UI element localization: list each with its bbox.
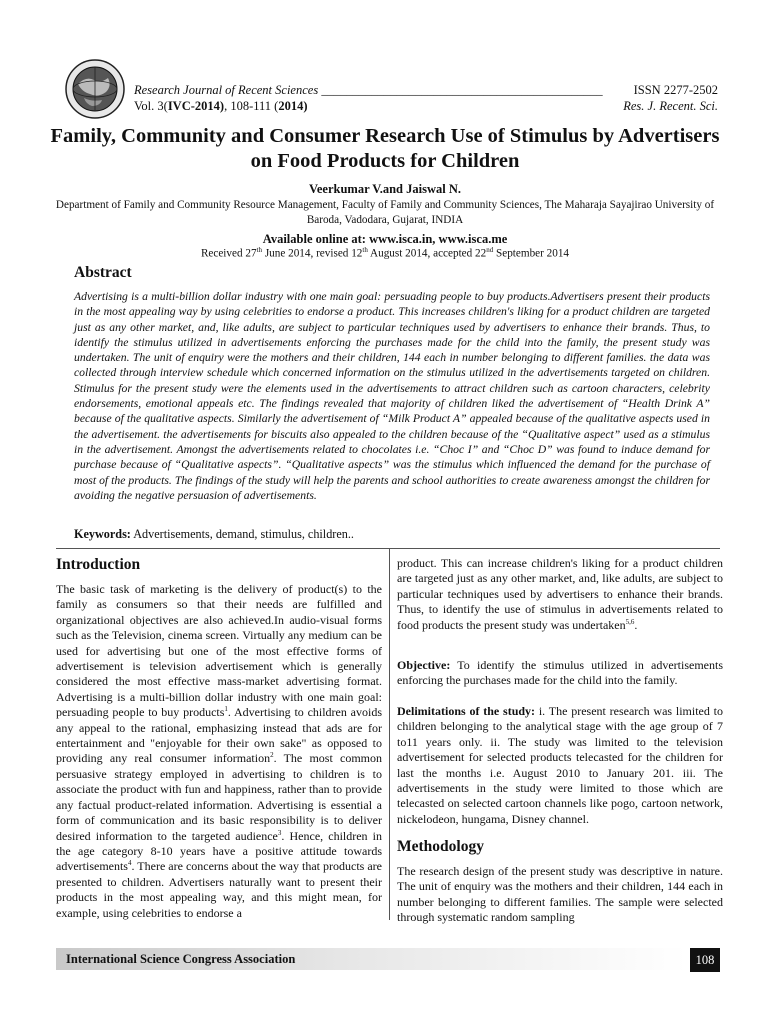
introduction-continued: product. This can increase children's liking for a product children are targeted just as any other market, and, like adults, are subject to particular techniques used by advertisers to enhance their brands. Thus, to identify the use of stimulus in advertisements related to food products the present study was undertaken$^{5,6}$.	[397, 556, 723, 632]
keywords-text: Advertisements, demand, stimulus, children..	[130, 527, 354, 541]
abstract-text: Advertising is a multi-billion dollar industry with one main goal: persuading people to buy products.Advertisers present their products in the most appealing way by using celebrities to endorse a product. This increases children's liking for a product children are targeted just as any other market, and, like adults, are subject to particular techniques used by advertisers to enhance their brands. Thus, to identify the stimulus utilized in advertisements enforcing the purchases made for the child into the family, the present study was undertaken. The unit of enquiry were the mothers and their children, 144 each in number belonging to different families. the data was collected through interview schedule which concerned information on the stimulus utilized in the advertisements targeted on children. Stimulus for the present study were the elements used in the advertisements to attract children such as cartoon characters, celebrity endorsements, emotional appeals etc. The findings revealed that majority of children liked the advertisement of “Health Drink A” because of the qualitative aspects. Similarly the advertisement of “Milk Product A” appealed because of the qualitative aspects used in the advertisement. the advertisements for biscuits also appealed to the children because of the “Qualitative aspect” used as a stimulus in the advertisement. Amongst the advertisements related to chocolates i.e. “Choc I” and “Choc D” was found to induce demand for purchase because of “Qualitative aspects”. “Qualitative aspects” was the stimulus which influenced the demand for the purchase of most of the products. The findings of the study will help the parents and school authorities to create awareness amongst the children for avoiding the negative persuasion of advertisements.	[74, 290, 710, 502]
paper-title: Family, Community and Consumer Research Use of Stimulus by Advertisers on Food Products for Children	[50, 125, 720, 172]
introduction-text: The basic task of marketing is the delivery of product(s) to the family as consumers so that their needs are fulfilled and organizational objectives are also achieved.In audio-visual forms such as the Television, cinema screen. Virtually any medium can be used for advertising but one of the most effective forms of advertisement is television advertisement which is generally considered the most effective mass-market advertising format. Advertising is a multi-billion dollar industry with one main goal: persuading people to buy products$^1$. Advertising to children avoids any appeal to the rational, emphasizing instead that ads are for entertainment and "enjoyable for their own sake" as opposed to providing any real consumer information$^2$. The most common persuasive strategy employed in advertising to children is to associate the product with fun and happiness, rather than to provide any factual product-related information. Advertising is essential a form of communication and its basic responsibility is to deliver desired information to the targeted audience$^3$. Hence, children in the age category 8-10 years have a positive attitude towards advertisements$^4$. There are concerns about the way that products are presented to children. Advertisers naturally want to present their products in the most appealing way, and this might mean, for example, using celebrities to endorse a	[56, 582, 382, 920]
keywords	[74, 527, 354, 542]
objective-paragraph: Objective: To identify the stimulus utilized in advertisements enforcing the purchases made for the child into the family.	[397, 658, 723, 688]
keywords-label: Keywords:	[74, 527, 131, 541]
received-dates: Received 27th June 2014, revised 12th August 2014, accepted 22nd September 2014	[200, 246, 570, 260]
authors: Veerkumar V.and Jaiswal N.	[309, 182, 461, 196]
volume-prefix: Vol. 3(	[134, 99, 168, 113]
volume-issue: IVC-2014)	[167, 99, 225, 113]
footer-association: International Science Congress Association	[66, 952, 296, 966]
journal-globe-logo	[64, 58, 126, 120]
volume-year: 2014)	[278, 99, 308, 113]
page-range: , 108-111 (	[224, 99, 279, 113]
methodology-heading: Methodology	[397, 838, 484, 855]
journal-header-right	[623, 82, 718, 114]
introduction-heading: Introduction	[56, 556, 141, 573]
page-footer	[56, 948, 720, 972]
column-divider	[389, 548, 390, 920]
page-number: 108	[690, 948, 720, 972]
journal-abbrev: Res. J. Recent. Sci.	[623, 99, 718, 113]
delimitations-paragraph: Delimitations of the study: i. The present research was limited to children belonging to the analytical stage with the age group of 7 to11 years only. ii. The study was limited to the television advertisement for selected products telecasted for the children for last the months i.e. August 2010 to January 201. iii. The advertisements in the study were limited to those which are telecasted on selected cartoon channels like pogo, cartoon network, nickelodeon, hungama, Disney channel.	[397, 704, 723, 826]
section-divider	[56, 548, 720, 549]
journal-name: Research Journal of Recent Sciences	[134, 83, 319, 97]
header-rule: _____________________________________________	[321, 83, 603, 97]
affiliation: Department of Family and Community Resource Management, Faculty of Family and Community Sciences, The Maharaja Sayajirao University of Baroda, Vadodara, Gujarat, INDIA	[55, 199, 715, 226]
methodology-text: The research design of the present study was descriptive in nature. The unit of enquiry was the mothers and their children, 144 each in number belonging to different families. The sample were selected through systematic random sampling	[397, 864, 723, 925]
issn: ISSN 2277-2502	[633, 83, 718, 97]
delimitations-label: Delimitations of the study:	[397, 704, 536, 718]
available-online: Available online at: www.isca.in, www.isca.me	[262, 232, 508, 246]
abstract-heading: Abstract	[74, 264, 132, 281]
journal-header-left	[134, 82, 603, 114]
objective-label: Objective:	[397, 658, 451, 672]
